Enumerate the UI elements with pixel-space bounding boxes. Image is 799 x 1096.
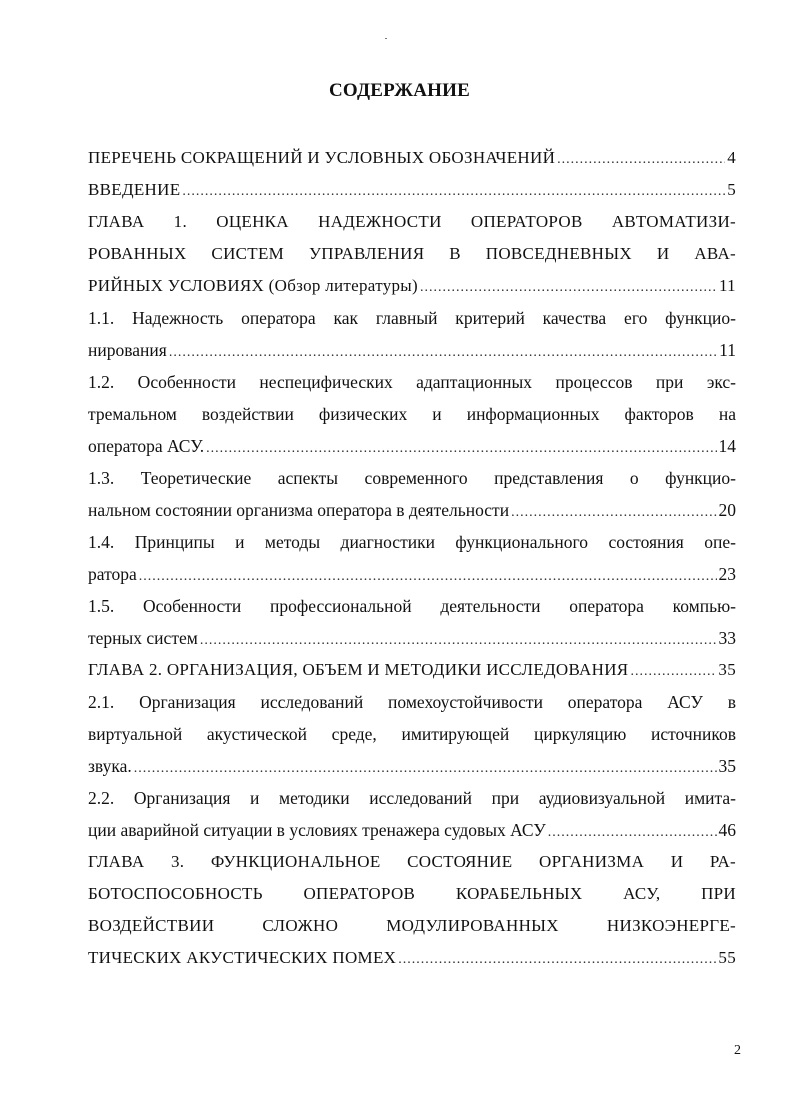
page-title: СОДЕРЖАНИЕ — [329, 80, 470, 101]
toc-entry-text: звука. — [88, 756, 132, 776]
toc-page-number: 11 — [719, 340, 736, 360]
toc-entry-text: 2.2. Организация и методики исследований при аудиовизуальной имита- — [88, 788, 736, 808]
toc-line — [88, 238, 736, 270]
toc-entry-text: оператора АСУ. — [88, 436, 205, 456]
toc-line — [88, 782, 736, 814]
toc-line — [88, 174, 736, 206]
toc-entry-text: ГЛАВА 3. ФУНКЦИОНАЛЬНОЕ СОСТОЯНИЕ ОРГАНИЗМА И РА- — [88, 852, 736, 871]
scan-speck — [385, 38, 387, 39]
toc-line — [88, 910, 736, 942]
toc-line — [88, 398, 736, 430]
toc-line — [88, 622, 736, 654]
toc-entry[interactable] — [88, 654, 736, 686]
toc-entry[interactable] — [88, 142, 736, 174]
toc-line — [88, 686, 736, 718]
toc-entry-text: РИЙНЫХ УСЛОВИЯХ (Обзор литературы) — [88, 276, 418, 295]
toc-line — [88, 654, 736, 686]
toc-line — [88, 302, 736, 334]
toc-line — [88, 334, 736, 366]
dot-leader — [557, 144, 725, 176]
toc-entry[interactable] — [88, 846, 736, 974]
toc-line — [88, 270, 736, 302]
toc-line — [88, 494, 736, 526]
toc-line — [88, 878, 736, 910]
toc-entry-text: ции аварийной ситуации в условиях тренажера судовых АСУ — [88, 820, 546, 840]
dot-leader — [134, 753, 717, 785]
toc-page-number: 55 — [718, 948, 736, 967]
toc-page-number: 35 — [718, 660, 736, 679]
toc-entry[interactable] — [88, 686, 736, 782]
toc-entry-text: ГЛАВА 1. ОЦЕНКА НАДЕЖНОСТИ ОПЕРАТОРОВ АВТОМАТИЗИ- — [88, 212, 736, 231]
toc-entry[interactable] — [88, 366, 736, 462]
toc-entry-text: 1.2. Особенности неспецифических адаптационных процессов при экс- — [88, 372, 736, 392]
page-number: 2 — [734, 1043, 741, 1058]
toc-line — [88, 590, 736, 622]
dot-leader — [206, 433, 716, 465]
dot-leader — [630, 656, 716, 688]
toc-line — [88, 942, 736, 974]
toc-entry[interactable] — [88, 590, 736, 654]
toc-entry-text: 1.1. Надежность оператора как главный критерий качества его функцио- — [88, 308, 736, 328]
dot-leader — [139, 561, 717, 593]
toc-entry[interactable] — [88, 302, 736, 366]
dot-leader — [169, 337, 717, 369]
toc-entry-text: нирования — [88, 340, 167, 360]
toc-page-number: 33 — [718, 628, 736, 648]
table-of-contents — [88, 142, 736, 974]
toc-line — [88, 366, 736, 398]
dot-leader — [182, 176, 725, 208]
toc-line — [88, 526, 736, 558]
toc-entry-text: ВВЕДЕНИЕ — [88, 180, 181, 199]
dot-leader — [548, 817, 717, 849]
toc-line — [88, 558, 736, 590]
toc-entry-text: РОВАННЫХ СИСТЕМ УПРАВЛЕНИЯ В ПОВСЕДНЕВНЫХ И АВА- — [88, 244, 736, 263]
toc-entry[interactable] — [88, 782, 736, 846]
toc-entry-text: терных систем — [88, 628, 198, 648]
toc-entry-text: 1.4. Принципы и методы диагностики функционального состояния опе- — [88, 532, 736, 552]
toc-page-number: 14 — [718, 436, 736, 456]
toc-line — [88, 430, 736, 462]
toc-entry-text: виртуальной акустической среде, имитирующей циркуляцию источников — [88, 724, 736, 744]
toc-entry-text: 2.1. Организация исследований помехоустойчивости оператора АСУ в — [88, 692, 736, 712]
toc-entry-text: нальном состоянии организма оператора в деятельности — [88, 500, 510, 520]
toc-line — [88, 718, 736, 750]
toc-entry-text: ГЛАВА 2. ОРГАНИЗАЦИЯ, ОБЪЕМ И МЕТОДИКИ ИССЛЕДОВАНИЯ — [88, 660, 629, 679]
dot-leader — [398, 944, 716, 976]
toc-entry-text: БОТОСПОСОБНОСТЬ ОПЕРАТОРОВ КОРАБЕЛЬНЫХ АСУ, ПРИ — [88, 884, 736, 903]
toc-page-number: 11 — [719, 276, 736, 295]
toc-entry-text: тремальном воздействии физических и информационных факторов на — [88, 404, 736, 424]
toc-page-number: 35 — [718, 756, 736, 776]
toc-entry-text: ВОЗДЕЙСТВИИ СЛОЖНО МОДУЛИРОВАННЫХ НИЗКОЭНЕРГЕ- — [88, 916, 736, 935]
toc-page-number: 46 — [718, 820, 736, 840]
dot-leader — [200, 625, 717, 657]
toc-line — [88, 206, 736, 238]
toc-entry[interactable] — [88, 462, 736, 526]
toc-line — [88, 814, 736, 846]
toc-entry-text: ПЕРЕЧЕНЬ СОКРАЩЕНИЙ И УСЛОВНЫХ ОБОЗНАЧЕНИЙ — [88, 148, 556, 167]
dot-leader — [511, 497, 716, 529]
toc-entry-text: 1.5. Особенности профессиональной деятельности оператора компью- — [88, 596, 736, 616]
toc-line — [88, 750, 736, 782]
toc-line — [88, 462, 736, 494]
toc-page-number: 20 — [718, 500, 736, 520]
toc-line — [88, 846, 736, 878]
toc-entry-text: 1.3. Теоретические аспекты современного представления о функцио- — [88, 468, 736, 488]
toc-page-number: 23 — [718, 564, 736, 584]
toc-entry[interactable] — [88, 206, 736, 302]
dot-leader — [420, 272, 717, 304]
toc-entry[interactable] — [88, 174, 736, 206]
toc-page-number: 5 — [727, 180, 736, 199]
toc-entry[interactable] — [88, 526, 736, 590]
toc-line — [88, 142, 736, 174]
toc-entry-text: ТИЧЕСКИХ АКУСТИЧЕСКИХ ПОМЕХ — [88, 948, 397, 967]
toc-page-number: 4 — [727, 148, 736, 167]
toc-entry-text: ратора — [88, 564, 137, 584]
